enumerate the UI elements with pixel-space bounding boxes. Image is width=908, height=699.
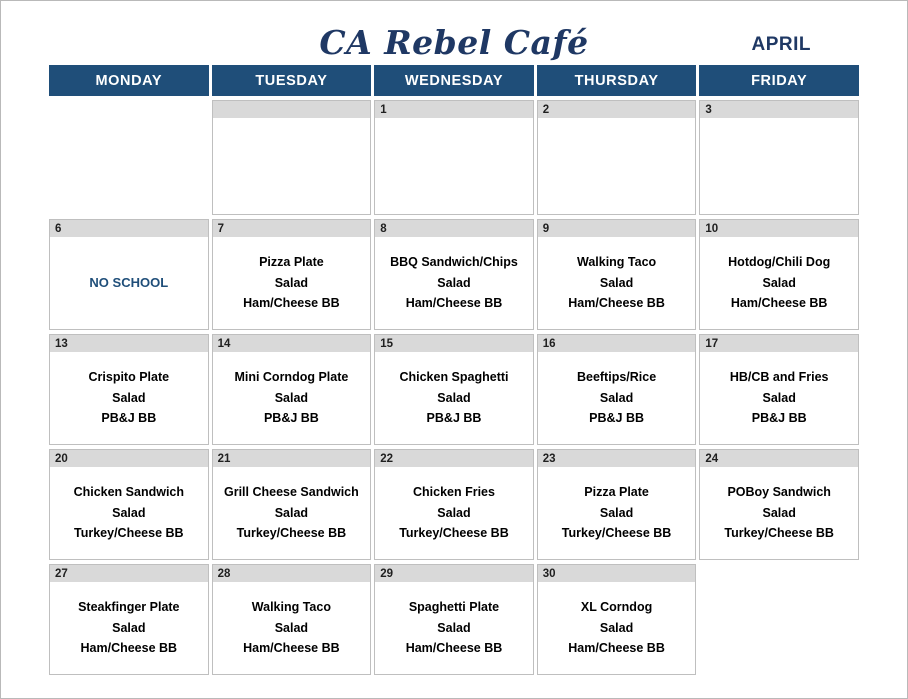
menu-cell xyxy=(537,467,697,560)
menu-line: Salad xyxy=(762,390,796,405)
menu-line: Pizza Plate xyxy=(584,485,649,500)
menu-line: Grill Cheese Sandwich xyxy=(224,485,359,500)
menu-line: Walking Taco xyxy=(251,600,331,615)
menu-line: Chicken Sandwich xyxy=(73,485,185,500)
menu-line: Salad xyxy=(599,505,634,520)
menu-line: Spaghetti Plate xyxy=(408,600,500,615)
page-title: CA Rebel Café xyxy=(319,23,589,62)
menu-line: Ham/Cheese BB xyxy=(730,296,828,311)
day-number-row xyxy=(49,100,859,118)
menu-line: Salad xyxy=(274,275,309,290)
day-number-cell: 15 xyxy=(374,334,534,352)
menu-line: Salad xyxy=(599,390,634,405)
calendar-header-row xyxy=(49,65,859,96)
menu-line: Salad xyxy=(762,505,796,520)
menu-line: PB&J BB xyxy=(101,411,157,426)
menu-cell xyxy=(537,237,697,330)
menu-line: Turkey/Cheese BB xyxy=(74,526,184,541)
menu-line: Salad xyxy=(762,275,796,290)
menu-line: Ham/Cheese BB xyxy=(243,296,340,311)
day-number-cell: 21 xyxy=(212,449,372,467)
menu-cell xyxy=(374,467,534,560)
menu-line: Salad xyxy=(437,275,471,290)
menu-line: Ham/Cheese BB xyxy=(80,641,178,656)
day-number-cell xyxy=(212,100,372,118)
day-number-row xyxy=(49,334,859,352)
day-number-cell xyxy=(49,100,209,118)
menu-cell xyxy=(49,118,209,215)
menu-line: PB&J BB xyxy=(426,411,482,426)
day-number-cell: 3 xyxy=(699,100,859,118)
menu-line: Turkey/Cheese BB xyxy=(399,526,509,541)
meal-row xyxy=(49,582,859,675)
menu-line: Salad xyxy=(437,390,471,405)
menu-line: PB&J BB xyxy=(751,411,807,426)
menu-line: Salad xyxy=(112,505,146,520)
menu-cell xyxy=(699,352,859,445)
menu-line: PB&J BB xyxy=(263,411,319,426)
day-number-cell: 29 xyxy=(374,564,534,582)
menu-cell xyxy=(49,582,209,675)
menu-cell xyxy=(374,352,534,445)
menu-cell xyxy=(49,352,209,445)
day-number-cell: 7 xyxy=(212,219,372,237)
day-number-cell: 8 xyxy=(374,219,534,237)
menu-line: Salad xyxy=(274,390,309,405)
menu-cell xyxy=(699,467,859,560)
day-number-cell: 10 xyxy=(699,219,859,237)
month-label: APRIL xyxy=(751,34,811,55)
menu-line: Salad xyxy=(112,390,146,405)
menu-cell xyxy=(374,237,534,330)
day-number-cell: 28 xyxy=(212,564,372,582)
day-number-cell: 20 xyxy=(49,449,209,467)
menu-line: Salad xyxy=(274,505,309,520)
menu-cell xyxy=(699,118,859,215)
menu-line: BBQ Sandwich/Chips xyxy=(390,255,518,270)
day-number-cell: 1 xyxy=(374,100,534,118)
menu-cell xyxy=(212,467,372,560)
day-number-cell: 14 xyxy=(212,334,372,352)
no-school-cell xyxy=(49,237,209,330)
menu-line: Salad xyxy=(274,620,309,635)
day-number-cell: 24 xyxy=(699,449,859,467)
menu-cell xyxy=(374,118,534,215)
menu-line: Steakfinger Plate xyxy=(78,600,180,615)
calendar-table xyxy=(46,65,862,675)
menu-line: Mini Corndog Plate xyxy=(234,370,349,385)
menu-line: Salad xyxy=(599,620,634,635)
menu-line: Ham/Cheese BB xyxy=(405,296,503,311)
menu-line: Salad xyxy=(437,620,471,635)
menu-line: Beeftips/Rice xyxy=(576,370,657,385)
meal-row xyxy=(49,237,859,330)
day-number-row xyxy=(49,564,859,582)
menu-line: Salad xyxy=(599,275,634,290)
menu-line: Ham/Cheese BB xyxy=(243,641,340,656)
day-number-cell: 27 xyxy=(49,564,209,582)
menu-line: Chicken Fries xyxy=(412,485,495,500)
menu-line: Ham/Cheese BB xyxy=(568,296,665,311)
day-number-cell xyxy=(699,564,859,582)
menu-cell xyxy=(537,352,697,445)
page-header xyxy=(1,1,907,65)
menu-line: Salad xyxy=(437,505,471,520)
day-number-cell: 2 xyxy=(537,100,697,118)
menu-line: Walking Taco xyxy=(576,255,657,270)
menu-cell xyxy=(699,237,859,330)
day-number-row xyxy=(49,449,859,467)
menu-cell xyxy=(374,582,534,675)
menu-line: HB/CB and Fries xyxy=(729,370,829,385)
menu-line: Crispito Plate xyxy=(88,370,170,385)
menu-line: Turkey/Cheese BB xyxy=(724,526,834,541)
day-number-cell: 6 xyxy=(49,219,209,237)
menu-line: POBoy Sandwich xyxy=(727,485,831,500)
menu-line: Turkey/Cheese BB xyxy=(236,526,347,541)
menu-line: Ham/Cheese BB xyxy=(405,641,503,656)
menu-line: PB&J BB xyxy=(589,411,645,426)
menu-line: NO SCHOOL xyxy=(89,275,169,291)
column-header-wednesday: WEDNESDAY xyxy=(374,65,534,96)
column-header-thursday: THURSDAY xyxy=(537,65,697,96)
day-number-cell: 30 xyxy=(537,564,697,582)
menu-cell xyxy=(537,118,697,215)
menu-cell xyxy=(49,467,209,560)
meal-row xyxy=(49,118,859,215)
menu-cell xyxy=(212,118,372,215)
column-header-friday: FRIDAY xyxy=(699,65,859,96)
meal-row xyxy=(49,467,859,560)
menu-line: Ham/Cheese BB xyxy=(568,641,665,656)
menu-cell xyxy=(537,582,697,675)
meal-row xyxy=(49,352,859,445)
menu-line: Pizza Plate xyxy=(259,255,324,270)
column-header-monday: MONDAY xyxy=(49,65,209,96)
day-number-cell: 9 xyxy=(537,219,697,237)
menu-line: XL Corndog xyxy=(580,600,653,615)
menu-line: Chicken Spaghetti xyxy=(399,370,509,385)
menu-line: Turkey/Cheese BB xyxy=(561,526,672,541)
menu-cell xyxy=(212,582,372,675)
menu-line: Hotdog/Chili Dog xyxy=(728,255,831,270)
menu-line: Salad xyxy=(112,620,146,635)
menu-cell xyxy=(212,237,372,330)
day-number-cell: 16 xyxy=(537,334,697,352)
day-number-cell: 22 xyxy=(374,449,534,467)
day-number-cell: 17 xyxy=(699,334,859,352)
day-number-cell: 23 xyxy=(537,449,697,467)
day-number-cell: 13 xyxy=(49,334,209,352)
menu-cell xyxy=(699,582,859,675)
menu-cell xyxy=(212,352,372,445)
day-number-row xyxy=(49,219,859,237)
column-header-tuesday: TUESDAY xyxy=(212,65,372,96)
